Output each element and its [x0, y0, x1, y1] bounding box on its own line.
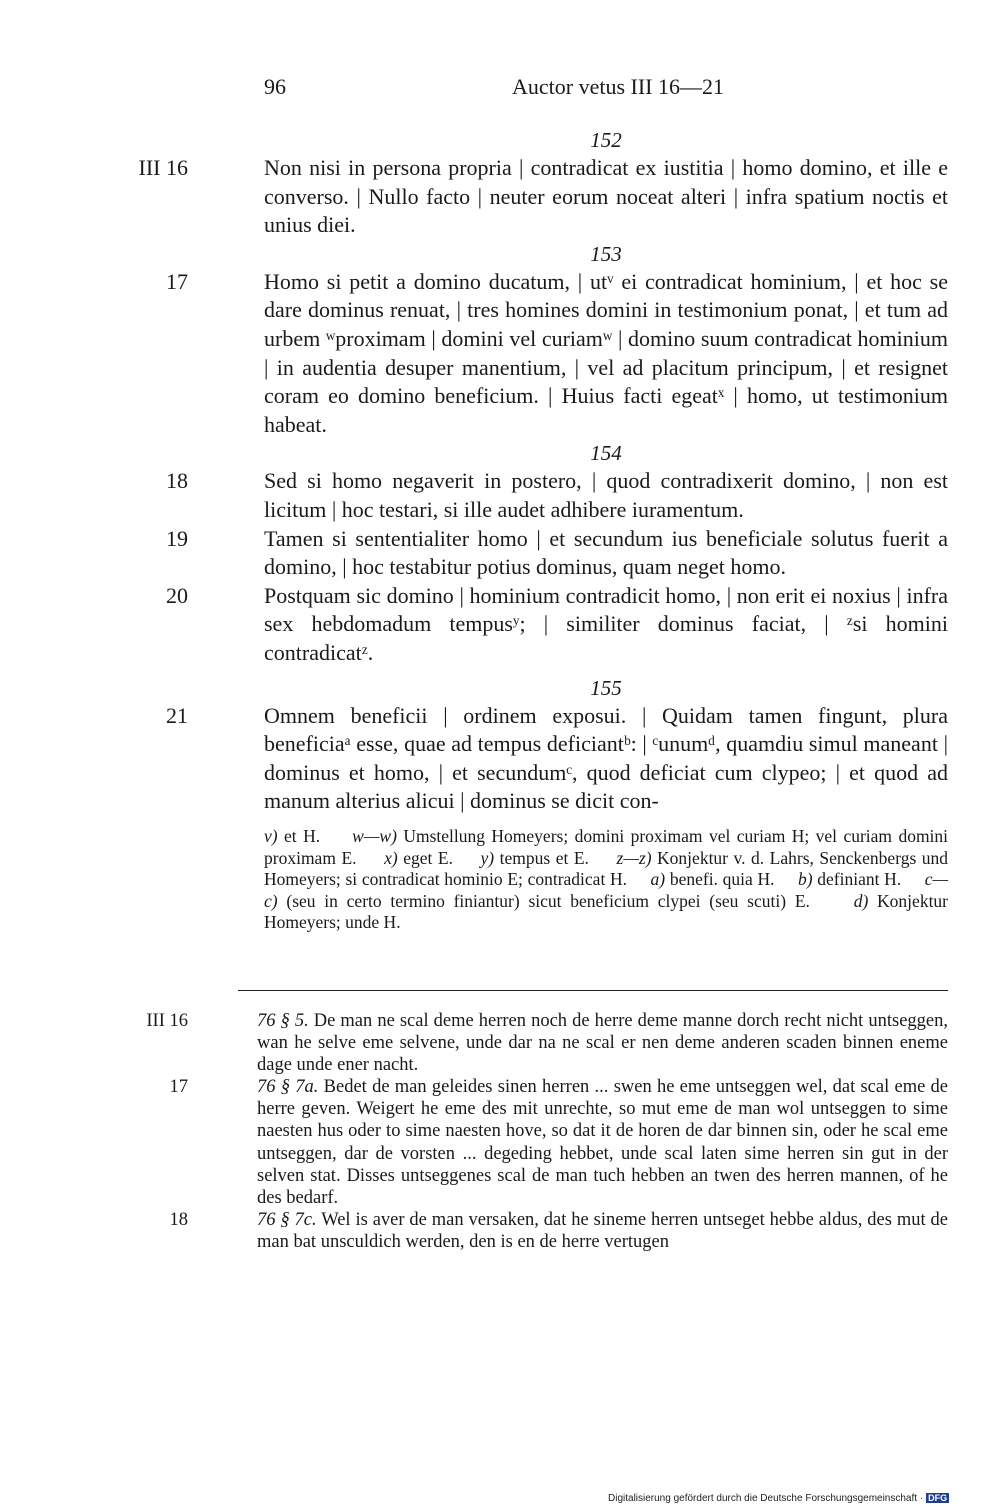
footnote-label: d) — [853, 890, 869, 911]
chapter-number: 153 — [590, 241, 622, 266]
footnote-text: eget E. — [403, 847, 453, 868]
section-iii-16 — [0, 154, 948, 240]
footnote-text: benefi. quia H. — [669, 869, 775, 890]
section-number: III 16 — [138, 155, 188, 180]
footnote-label: a) — [650, 869, 666, 890]
source-reference: 76 § 7a. — [257, 1077, 319, 1098]
section-number: 21 — [166, 702, 188, 728]
section-text: Omnem beneficii | ordinem exposui. | Quidam tamen fingunt, plura beneficiaᵃ esse, quae ad tempus deficiantᵇ: | ᶜunumᵈ, quamdiu simul maneant | dominus et homo, | et secundumᶜ, quod deficiat cum clypeo; | et quod ad manum alterius alicui | dominus se dicit con- — [264, 702, 948, 814]
section-number: 18 — [169, 1209, 188, 1230]
section-18 — [0, 467, 948, 524]
footnote-text: Konjektur Homeyers; unde H. — [264, 890, 949, 933]
running-title: Auctor vetus III 16—21 — [511, 74, 724, 99]
footnote-label: y) — [480, 847, 495, 868]
source-reference: 76 § 5. — [257, 1011, 309, 1031]
section-number: 20 — [166, 582, 188, 608]
credit-text: Digitalisierung gefördert durch die Deutsche Forschungsgemeinschaft · — [608, 1493, 924, 1504]
chapter-number: 155 — [590, 675, 622, 700]
chapter-number: 152 — [590, 128, 622, 152]
footnote-text: (seu in certo termino finiantur) sicut beneficium clypei (seu scuti) E. — [286, 890, 810, 911]
section-17 — [0, 268, 948, 440]
section-20 — [0, 582, 948, 668]
main-text — [0, 126, 1000, 816]
parallel-text — [0, 1010, 1000, 1253]
footnote-text: Konjektur v. d. Lahrs, Senckenbergs und Homeyers; si contradicat hominio E; contradicat H. — [264, 847, 949, 890]
footnote-label: x) — [384, 847, 398, 868]
section-text: De man ne scal deme herren noch de herre deme manne dorch recht nicht untseggen, wan he selve eme selvene, unde dar na ne scal er nen deme anderen scaden binnen eneme dage unde ener nacht. — [257, 1011, 949, 1076]
section-number: 18 — [166, 468, 188, 494]
footnote-text: tempus et E. — [499, 847, 589, 868]
section-text: Homo si petit a domino ducatum, | utᵛ ei contradicat hominium, | et hoc se dare dominus renuat, | tres homines domini in testimonium ponat, | et tum ad urbem ʷproximam | domini vel curiamʷ | domino suum contradicat hominium | in audentia desuper manentium, | vel ad placitum principum, | et resignet coram eo domino beneficium. | Huius facti egeatˣ | homo, ut testimonium habeat. — [264, 268, 948, 437]
dfg-logo: DFG — [928, 1493, 948, 1503]
digitization-credit — [608, 1493, 949, 1504]
section-text: Postquam sic domino | hominium contradicit homo, | non erit ei noxius | infra sex hebdomadum tempusʸ; | similiter dominus faciat, | ᶻsi homini contradicatᶻ. — [264, 582, 948, 665]
parallel-section-17 — [0, 1076, 948, 1209]
section-text: Tamen si sententialiter homo | et secundum ius beneficiale solutus fuerit a domino, | hoc testabitur potius dominus, quam neget homo. — [264, 525, 948, 580]
parallel-section-18 — [0, 1209, 948, 1253]
footnote-label: v) — [264, 826, 278, 846]
separator-rule — [238, 990, 948, 991]
section-number: 19 — [166, 525, 188, 551]
section-19 — [0, 525, 948, 582]
section-number: III 16 — [146, 1011, 188, 1031]
section-number: 17 — [169, 1077, 188, 1098]
footnote-label: w—w) — [352, 826, 397, 846]
section-text: Sed si homo negaverit in postero, | quod contradixerit domino, | non est licitum | hoc testari, si ille audet adhibere iuramentum. — [264, 468, 948, 522]
footnote-label: z—z) — [616, 847, 652, 868]
section-text: Non nisi in persona propria | contradicat ex iustitia | homo domino, et ille e converso. | Nullo facto | neuter eorum noceat alteri | infra spatium noctis et unius diei. — [264, 155, 948, 238]
footnotes — [264, 826, 948, 934]
footnote-label: b) — [798, 869, 813, 890]
footnote-text: Umstellung Homeyers; domini proximam vel curiam H; vel curiam domini proximam E. — [264, 826, 949, 868]
section-21 — [0, 702, 948, 816]
section-text: Bedet de man geleides sinen herren ... swen he eme untseggen wel, dat scal eme de herre geven. Weigert he eme des mit unrechte, so mut eme de man wol untseggen to sime naesten hus oder to sime naesten hove, so dat it de horen de dar binnen sin, oder he scal eme untseggen, dar de vorsten ... degeding hebbet, unde scal laten sime herren sin gut in der selven stat. Disses untseggenes scal de man tuch hebben an twen des herren mannen, of he des bedarf. — [257, 1077, 949, 1208]
footnote-text: definiant H. — [817, 869, 902, 890]
section-text: Wel is aver de man versaken, dat he sineme herren untseget hebbe aldus, des mut de man bat unsculdich werden, den is en de herre vertugen — [257, 1209, 949, 1252]
section-number: 17 — [166, 268, 188, 294]
page-header — [264, 74, 724, 104]
source-reference: 76 § 7c. — [257, 1209, 317, 1230]
chapter-number: 154 — [590, 441, 622, 466]
footnote-label: c—c) — [264, 869, 949, 911]
footnote-text: et H. — [284, 826, 321, 846]
page-number: 96 — [264, 74, 286, 99]
parallel-section-iii-16 — [0, 1010, 948, 1076]
